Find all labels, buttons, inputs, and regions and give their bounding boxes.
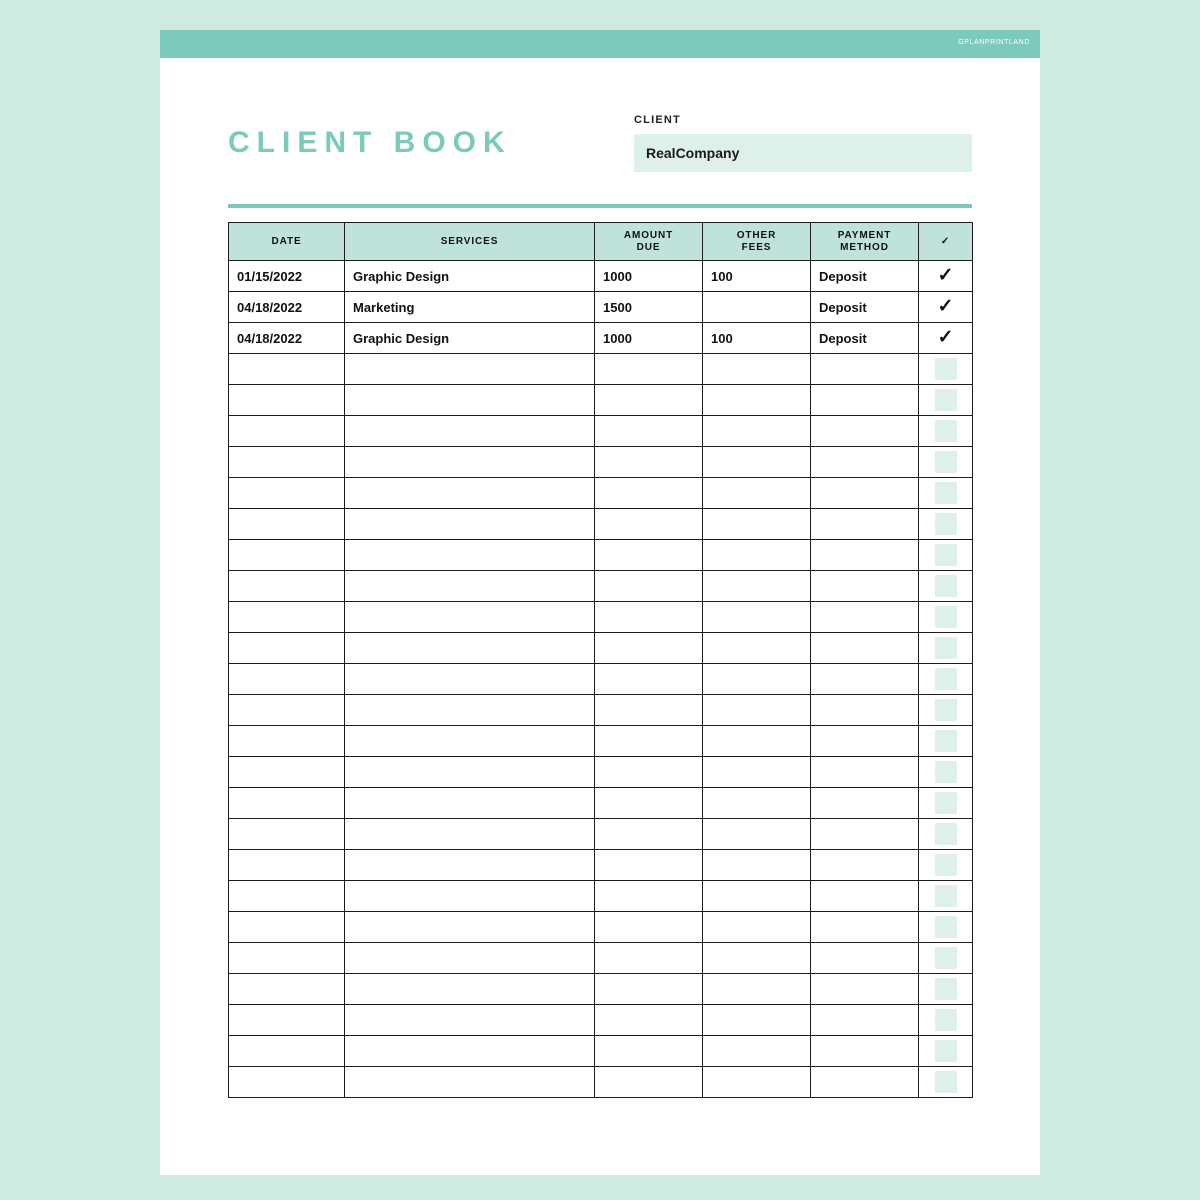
table-row xyxy=(229,261,973,292)
table-row xyxy=(229,602,973,633)
cell-payment-method[interactable] xyxy=(811,447,919,478)
table-row xyxy=(229,478,973,509)
cell-date[interactable] xyxy=(229,447,345,478)
cell-other-fees[interactable] xyxy=(703,757,811,788)
checkbox[interactable] xyxy=(935,823,957,845)
cell-amount-due[interactable] xyxy=(595,788,703,819)
cell-date[interactable] xyxy=(229,1067,345,1098)
cell-services[interactable]: Graphic Design xyxy=(345,323,595,354)
column-header-other-fees-line2: FEES xyxy=(741,241,772,253)
top-accent-band xyxy=(160,30,1040,58)
cell-payment-method[interactable] xyxy=(811,540,919,571)
cell-other-fees[interactable] xyxy=(703,416,811,447)
checkbox[interactable] xyxy=(935,358,957,380)
cell-other-fees[interactable] xyxy=(703,974,811,1005)
cell-date[interactable] xyxy=(229,540,345,571)
cell-date[interactable] xyxy=(229,571,345,602)
cell-services[interactable]: Marketing xyxy=(345,292,595,323)
table-row xyxy=(229,1067,973,1098)
table-row xyxy=(229,819,973,850)
cell-services[interactable] xyxy=(345,695,595,726)
cell-date[interactable] xyxy=(229,602,345,633)
column-header-payment-method-line1: PAYMENT xyxy=(837,229,892,241)
cell-payment-method[interactable] xyxy=(811,602,919,633)
cell-other-fees[interactable] xyxy=(703,540,811,571)
cell-other-fees[interactable] xyxy=(703,850,811,881)
cell-amount-due[interactable] xyxy=(595,416,703,447)
cell-payment-method[interactable] xyxy=(811,416,919,447)
cell-check[interactable] xyxy=(919,695,973,726)
cell-payment-method[interactable] xyxy=(811,1067,919,1098)
column-header-date: DATE xyxy=(229,223,345,261)
cell-other-fees[interactable] xyxy=(703,881,811,912)
client-book-table xyxy=(228,222,973,1098)
cell-amount-due[interactable] xyxy=(595,478,703,509)
cell-amount-due[interactable] xyxy=(595,540,703,571)
cell-check[interactable] xyxy=(919,354,973,385)
cell-services[interactable]: Graphic Design xyxy=(345,261,595,292)
table-row xyxy=(229,571,973,602)
cell-check[interactable] xyxy=(919,850,973,881)
cell-other-fees[interactable] xyxy=(703,788,811,819)
column-header-amount-due xyxy=(595,223,703,261)
check-icon: ✓ xyxy=(937,327,954,348)
cell-check[interactable] xyxy=(919,447,973,478)
cell-services[interactable] xyxy=(345,602,595,633)
cell-other-fees[interactable] xyxy=(703,664,811,695)
cell-payment-method[interactable] xyxy=(811,695,919,726)
cell-services[interactable] xyxy=(345,881,595,912)
cell-services[interactable] xyxy=(345,540,595,571)
column-header-services: SERVICES xyxy=(345,223,595,261)
cell-amount-due[interactable] xyxy=(595,385,703,416)
cell-services[interactable] xyxy=(345,385,595,416)
check-icon: ✓ xyxy=(937,296,954,317)
column-header-check: ✓ xyxy=(919,223,973,261)
cell-payment-method[interactable] xyxy=(811,509,919,540)
cell-amount-due[interactable] xyxy=(595,695,703,726)
cell-amount-due[interactable] xyxy=(595,509,703,540)
cell-amount-due[interactable] xyxy=(595,633,703,664)
table-row xyxy=(229,788,973,819)
header-divider xyxy=(228,204,972,208)
cell-date[interactable] xyxy=(229,943,345,974)
cell-payment-method[interactable] xyxy=(811,757,919,788)
cell-services[interactable] xyxy=(345,726,595,757)
checkbox[interactable] xyxy=(935,947,957,969)
table-row xyxy=(229,1036,973,1067)
cell-check[interactable] xyxy=(919,323,973,354)
cell-payment-method[interactable] xyxy=(811,726,919,757)
cell-other-fees[interactable] xyxy=(703,292,811,323)
cell-payment-method[interactable] xyxy=(811,664,919,695)
cell-check[interactable] xyxy=(919,943,973,974)
cell-payment-method[interactable] xyxy=(811,974,919,1005)
cell-check[interactable] xyxy=(919,788,973,819)
cell-date[interactable] xyxy=(229,509,345,540)
cell-services[interactable] xyxy=(345,633,595,664)
cell-payment-method[interactable] xyxy=(811,478,919,509)
table-row xyxy=(229,943,973,974)
cell-date[interactable] xyxy=(229,1036,345,1067)
cell-date[interactable] xyxy=(229,788,345,819)
cell-services[interactable] xyxy=(345,912,595,943)
table-row xyxy=(229,664,973,695)
cell-check[interactable] xyxy=(919,912,973,943)
cell-check[interactable] xyxy=(919,261,973,292)
cell-payment-method[interactable] xyxy=(811,1036,919,1067)
cell-other-fees[interactable] xyxy=(703,478,811,509)
checkbox[interactable] xyxy=(935,978,957,1000)
table-body xyxy=(229,261,973,1098)
table-row xyxy=(229,509,973,540)
cell-check[interactable] xyxy=(919,974,973,1005)
cell-date[interactable]: 04/18/2022 xyxy=(229,292,345,323)
cell-date[interactable] xyxy=(229,850,345,881)
cell-other-fees[interactable] xyxy=(703,571,811,602)
cell-other-fees[interactable] xyxy=(703,943,811,974)
cell-other-fees[interactable] xyxy=(703,819,811,850)
cell-date[interactable] xyxy=(229,912,345,943)
checkbox[interactable] xyxy=(935,389,957,411)
table-row xyxy=(229,726,973,757)
cell-amount-due[interactable] xyxy=(595,1005,703,1036)
cell-services[interactable] xyxy=(345,1067,595,1098)
table-row xyxy=(229,974,973,1005)
cell-payment-method[interactable]: Deposit xyxy=(811,261,919,292)
column-header-payment-method xyxy=(811,223,919,261)
cell-amount-due[interactable] xyxy=(595,850,703,881)
cell-check[interactable] xyxy=(919,664,973,695)
column-header-other-fees-line1: OTHER xyxy=(736,229,777,241)
cell-check[interactable] xyxy=(919,881,973,912)
cell-services[interactable] xyxy=(345,416,595,447)
cell-payment-method[interactable] xyxy=(811,385,919,416)
cell-other-fees[interactable]: 100 xyxy=(703,323,811,354)
cell-other-fees[interactable] xyxy=(703,385,811,416)
cell-services[interactable] xyxy=(345,788,595,819)
cell-date[interactable] xyxy=(229,664,345,695)
cell-other-fees[interactable] xyxy=(703,447,811,478)
cell-date[interactable] xyxy=(229,354,345,385)
cell-check[interactable] xyxy=(919,292,973,323)
cell-date[interactable] xyxy=(229,478,345,509)
cell-amount-due[interactable] xyxy=(595,974,703,1005)
cell-amount-due[interactable] xyxy=(595,602,703,633)
cell-payment-method[interactable] xyxy=(811,881,919,912)
cell-other-fees[interactable] xyxy=(703,1036,811,1067)
cell-check[interactable] xyxy=(919,509,973,540)
cell-check[interactable] xyxy=(919,540,973,571)
checkbox[interactable] xyxy=(935,544,957,566)
cell-check[interactable] xyxy=(919,1005,973,1036)
table-row xyxy=(229,695,973,726)
table-row xyxy=(229,633,973,664)
cell-date[interactable]: 04/18/2022 xyxy=(229,323,345,354)
client-label: CLIENT xyxy=(634,114,681,126)
cell-amount-due[interactable] xyxy=(595,571,703,602)
cell-services[interactable] xyxy=(345,757,595,788)
checkbox[interactable] xyxy=(935,513,957,535)
cell-check[interactable] xyxy=(919,819,973,850)
cell-services[interactable] xyxy=(345,1036,595,1067)
checkbox[interactable] xyxy=(935,637,957,659)
checkbox[interactable] xyxy=(935,668,957,690)
checkbox[interactable] xyxy=(935,699,957,721)
table-header-row xyxy=(229,223,973,261)
table-row xyxy=(229,540,973,571)
cell-date[interactable] xyxy=(229,974,345,1005)
cell-amount-due[interactable] xyxy=(595,664,703,695)
cell-date[interactable] xyxy=(229,881,345,912)
check-icon: ✓ xyxy=(937,265,954,286)
checkbox[interactable] xyxy=(935,482,957,504)
table-row xyxy=(229,850,973,881)
cell-check[interactable] xyxy=(919,633,973,664)
checkbox[interactable] xyxy=(935,1009,957,1031)
table-row xyxy=(229,447,973,478)
cell-amount-due[interactable] xyxy=(595,1036,703,1067)
cell-amount-due[interactable] xyxy=(595,354,703,385)
table-row xyxy=(229,912,973,943)
cell-services[interactable] xyxy=(345,850,595,881)
table-head xyxy=(229,223,973,261)
cell-payment-method[interactable] xyxy=(811,1005,919,1036)
cell-amount-due[interactable] xyxy=(595,757,703,788)
cell-services[interactable] xyxy=(345,974,595,1005)
cell-payment-method[interactable] xyxy=(811,354,919,385)
cell-payment-method[interactable] xyxy=(811,788,919,819)
column-header-payment-method-line2: METHOD xyxy=(840,241,889,253)
cell-services[interactable] xyxy=(345,571,595,602)
checkbox[interactable] xyxy=(935,854,957,876)
client-field-group xyxy=(634,114,972,172)
cell-amount-due[interactable] xyxy=(595,881,703,912)
checkbox[interactable] xyxy=(935,451,957,473)
page-content xyxy=(228,86,972,348)
cell-payment-method[interactable] xyxy=(811,943,919,974)
table-row xyxy=(229,416,973,447)
cell-services[interactable] xyxy=(345,943,595,974)
cell-services[interactable] xyxy=(345,664,595,695)
checkbox[interactable] xyxy=(935,420,957,442)
checkbox[interactable] xyxy=(935,606,957,628)
cell-check[interactable] xyxy=(919,416,973,447)
column-header-other-fees xyxy=(703,223,811,261)
cell-check[interactable] xyxy=(919,478,973,509)
table-row xyxy=(229,385,973,416)
cell-amount-due[interactable] xyxy=(595,912,703,943)
checkbox[interactable] xyxy=(935,1040,957,1062)
checkbox[interactable] xyxy=(935,761,957,783)
cell-date[interactable] xyxy=(229,695,345,726)
cell-payment-method[interactable] xyxy=(811,850,919,881)
cell-amount-due[interactable]: 1000 xyxy=(595,261,703,292)
checkbox[interactable] xyxy=(935,1071,957,1093)
cell-check[interactable] xyxy=(919,602,973,633)
cell-check[interactable] xyxy=(919,1067,973,1098)
checkbox[interactable] xyxy=(935,792,957,814)
cell-date[interactable]: 01/15/2022 xyxy=(229,261,345,292)
column-header-amount-due-line1: AMOUNT xyxy=(623,229,674,241)
cell-services[interactable] xyxy=(345,819,595,850)
table-row xyxy=(229,881,973,912)
cell-other-fees[interactable] xyxy=(703,1067,811,1098)
cell-other-fees[interactable] xyxy=(703,695,811,726)
cell-other-fees[interactable] xyxy=(703,726,811,757)
checkbox[interactable] xyxy=(935,730,957,752)
cell-amount-due[interactable] xyxy=(595,447,703,478)
checkbox[interactable] xyxy=(935,575,957,597)
table-row xyxy=(229,1005,973,1036)
cell-services[interactable] xyxy=(345,509,595,540)
table-row xyxy=(229,354,973,385)
cell-other-fees[interactable] xyxy=(703,633,811,664)
cell-date[interactable] xyxy=(229,726,345,757)
cell-date[interactable] xyxy=(229,1005,345,1036)
brand-watermark: GPLANPRINTLAND xyxy=(958,39,1030,46)
table-row xyxy=(229,323,973,354)
cell-date[interactable] xyxy=(229,819,345,850)
cell-services[interactable] xyxy=(345,1005,595,1036)
cell-check[interactable] xyxy=(919,385,973,416)
cell-other-fees[interactable] xyxy=(703,354,811,385)
cell-services[interactable] xyxy=(345,478,595,509)
cell-services[interactable] xyxy=(345,447,595,478)
cell-date[interactable] xyxy=(229,757,345,788)
cell-payment-method[interactable] xyxy=(811,912,919,943)
cell-date[interactable] xyxy=(229,416,345,447)
cell-amount-due[interactable]: 1000 xyxy=(595,323,703,354)
client-input[interactable]: RealCompany xyxy=(634,134,972,172)
checkbox[interactable] xyxy=(935,916,957,938)
document-header xyxy=(228,86,972,176)
column-header-amount-due-line2: DUE xyxy=(636,241,661,253)
cell-payment-method[interactable] xyxy=(811,571,919,602)
page-title: CLIENT BOOK xyxy=(228,126,512,159)
cell-amount-due[interactable] xyxy=(595,943,703,974)
cell-amount-due[interactable] xyxy=(595,726,703,757)
cell-other-fees[interactable] xyxy=(703,509,811,540)
cell-other-fees[interactable] xyxy=(703,602,811,633)
cell-payment-method[interactable]: Deposit xyxy=(811,323,919,354)
cell-amount-due[interactable] xyxy=(595,1067,703,1098)
cell-payment-method[interactable] xyxy=(811,819,919,850)
cell-check[interactable] xyxy=(919,571,973,602)
printable-page xyxy=(160,30,1040,1175)
cell-other-fees[interactable]: 100 xyxy=(703,261,811,292)
cell-payment-method[interactable] xyxy=(811,633,919,664)
cell-check[interactable] xyxy=(919,726,973,757)
cell-check[interactable] xyxy=(919,757,973,788)
cell-other-fees[interactable] xyxy=(703,912,811,943)
cell-check[interactable] xyxy=(919,1036,973,1067)
table-row xyxy=(229,757,973,788)
checkbox[interactable] xyxy=(935,885,957,907)
cell-date[interactable] xyxy=(229,385,345,416)
cell-date[interactable] xyxy=(229,633,345,664)
cell-payment-method[interactable]: Deposit xyxy=(811,292,919,323)
cell-services[interactable] xyxy=(345,354,595,385)
cell-amount-due[interactable]: 1500 xyxy=(595,292,703,323)
cell-amount-due[interactable] xyxy=(595,819,703,850)
cell-other-fees[interactable] xyxy=(703,1005,811,1036)
table-row xyxy=(229,292,973,323)
